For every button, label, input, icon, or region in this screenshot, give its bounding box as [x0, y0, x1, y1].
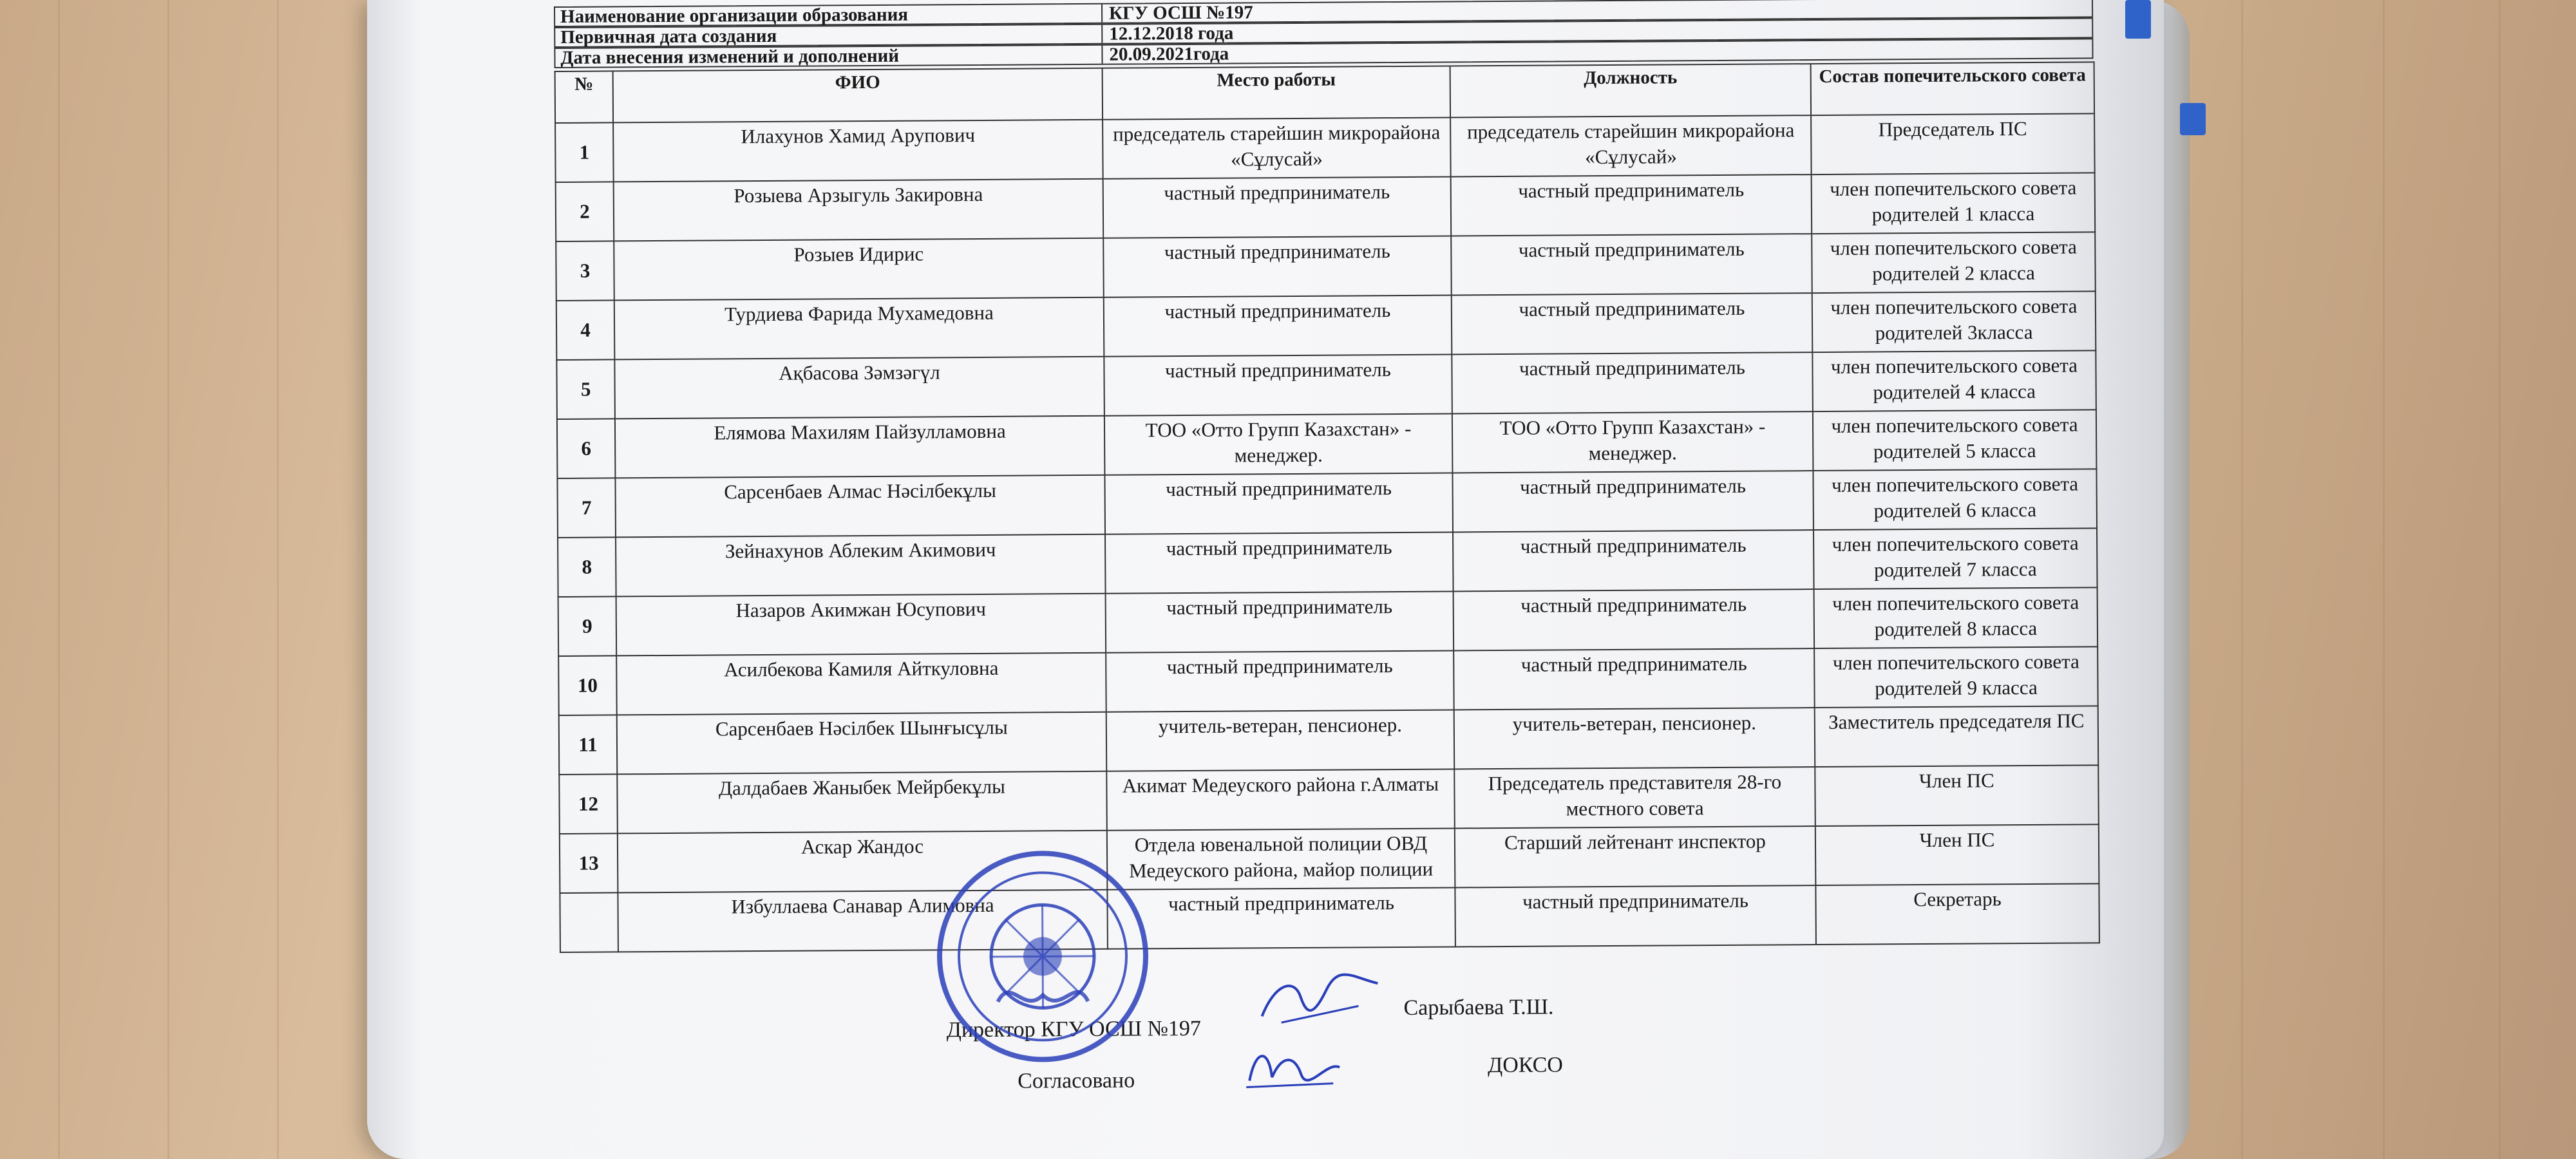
- member-name: Розыев Идирис: [614, 238, 1104, 301]
- member-position: частный предприниматель: [1452, 293, 1813, 354]
- org-name-label: Наименование организации образования: [555, 5, 1103, 26]
- org-name-value: КГУ ОСШ №197: [1108, 2, 1253, 24]
- member-position: председатель старейшин микрорайона «Сұлусай»: [1450, 115, 1812, 176]
- member-council-role: член попечительского совета родителей 9 класса: [1814, 646, 2098, 708]
- member-workplace: частный предприниматель: [1104, 354, 1452, 415]
- table-row: [559, 765, 2099, 834]
- col-header-number: №: [555, 71, 613, 123]
- member-name: Турдиева Фарида Мухамедовна: [614, 297, 1104, 360]
- binder-tab: [2125, 0, 2151, 39]
- member-name: Ақбасова Зәмзәгүл: [614, 357, 1104, 419]
- member-council-role: член попечительского совета родителей 3класса: [1812, 291, 2096, 352]
- director-signature: [1255, 970, 1385, 1029]
- table-row: [557, 410, 2097, 478]
- member-council-role: член попечительского совета родителей 1 класса: [1812, 173, 2096, 234]
- wood-grain: [2383, 0, 2385, 1159]
- row-number: 4: [556, 300, 615, 360]
- created-date-label: Первичная дата создания: [555, 25, 1103, 46]
- changed-date-label: Дата внесения изменений и дополнений: [555, 46, 1103, 67]
- member-position: частный предприниматель: [1452, 471, 1814, 532]
- row-number: 7: [557, 478, 616, 538]
- member-name: Розыева Арзыгуль Закировна: [614, 179, 1104, 241]
- col-header-workplace: Место работы: [1103, 66, 1450, 120]
- member-council-role: член попечительского совета родителей 2 класса: [1812, 232, 2096, 293]
- member-council-role: Секретарь: [1815, 883, 2099, 945]
- row-number: 8: [558, 537, 616, 597]
- member-position: учитель-ветеран, пенсионер.: [1454, 708, 1815, 769]
- member-position: Председатель представителя 28-го местного совета: [1454, 767, 1815, 828]
- row-number: 9: [558, 596, 617, 656]
- member-position: ТОО «Отто Групп Казахстан» - менеджер.: [1452, 411, 1814, 473]
- director-name: Сарыбаева Т.Ш.: [1403, 995, 1554, 1020]
- row-number: 12: [559, 774, 618, 834]
- table-row: [556, 350, 2096, 419]
- members-table: [554, 61, 2100, 953]
- member-name: Далдабаев Жаныбек Мейрбекұлы: [617, 771, 1107, 834]
- member-name: Елямова Махилям Пайзулламовна: [615, 416, 1105, 478]
- signature-area: [560, 992, 2106, 1104]
- agreed-org: ДОКСО: [1487, 1053, 1563, 1078]
- member-position: частный предприниматель: [1454, 648, 1815, 710]
- agreement-signature: [1243, 1042, 1346, 1094]
- member-name: Сарсенбаев Нәсілбек Шынғысұлы: [617, 712, 1107, 775]
- member-workplace: Отдела ювенальной полиции ОВД Медеуского района, майор полиции: [1107, 828, 1455, 889]
- table-row: [560, 824, 2099, 893]
- row-number: 3: [556, 241, 614, 301]
- member-workplace: Акимат Медеуского района г.Алматы: [1106, 769, 1455, 830]
- member-council-role: член попечительского совета родителей 5 класса: [1813, 410, 2097, 471]
- member-council-role: Заместитель председателя ПС: [1815, 706, 2099, 767]
- member-position: частный предприниматель: [1451, 174, 1812, 236]
- table-row: [556, 232, 2096, 301]
- member-name: Сарсенбаев Алмас Нәсілбекұлы: [615, 475, 1105, 538]
- row-number: 2: [556, 182, 614, 241]
- row-number: 6: [557, 419, 616, 478]
- wood-grain: [58, 0, 60, 1159]
- member-position: частный предприниматель: [1451, 234, 1812, 295]
- wood-grain: [277, 0, 279, 1159]
- member-workplace: частный предприниматель: [1106, 591, 1454, 652]
- table-header-row: [555, 62, 2094, 123]
- member-position: частный предприниматель: [1452, 352, 1813, 413]
- table-row: [560, 883, 2099, 952]
- table-row: [557, 469, 2097, 538]
- col-header-name: ФИО: [613, 68, 1103, 123]
- binder-tab: [2180, 103, 2206, 135]
- member-workplace: председатель старейшин микрорайона «Сұлусай»: [1103, 117, 1451, 178]
- member-name: Илахунов Хамид Арупович: [613, 120, 1103, 182]
- wood-grain: [167, 0, 169, 1159]
- row-number: 1: [555, 122, 614, 182]
- member-name: Назаров Акимжан Юсупович: [616, 594, 1106, 656]
- council-form: [554, 0, 2099, 1093]
- table-row: [555, 113, 2095, 182]
- col-header-council-role: Состав попечительского совета: [1811, 62, 2094, 115]
- member-name: Аскар Жандос: [618, 831, 1108, 893]
- row-number: 10: [558, 655, 617, 715]
- table-row: [558, 646, 2098, 715]
- member-council-role: член попечительского совета родителей 6 класса: [1813, 469, 2097, 530]
- member-workplace: частный предприниматель: [1106, 650, 1454, 711]
- table-row: [559, 706, 2099, 775]
- member-workplace: частный предприниматель: [1104, 473, 1453, 534]
- member-council-role: член попечительского совета родителей 4 класса: [1812, 350, 2096, 411]
- row-number: 13: [560, 833, 618, 893]
- member-workplace: частный предприниматель: [1103, 236, 1452, 297]
- member-name: Избуллаева Санавар Алимовна: [618, 890, 1108, 952]
- member-workplace: частный предприниматель: [1107, 887, 1455, 948]
- col-header-position: Должность: [1450, 64, 1811, 117]
- member-workplace: частный предприниматель: [1105, 532, 1454, 593]
- table-row: [558, 528, 2098, 597]
- row-number: 11: [559, 715, 618, 775]
- member-workplace: частный предприниматель: [1104, 295, 1452, 356]
- agreed-label: Согласовано: [1018, 1068, 1135, 1093]
- member-workplace: частный предприниматель: [1103, 176, 1452, 238]
- wood-grain: [2241, 0, 2243, 1159]
- member-name: Асилбекова Камиля Айткуловна: [616, 653, 1106, 715]
- director-label: Директор КГУ ОСШ №197: [946, 1016, 1202, 1042]
- row-number: 5: [556, 359, 615, 419]
- table-row: [558, 587, 2098, 656]
- member-position: частный предприниматель: [1455, 885, 1816, 947]
- created-date-value: 12.12.2018 года: [1109, 23, 1234, 44]
- member-name: Зейнахунов Аблеким Акимович: [616, 534, 1106, 597]
- table-row: [556, 291, 2096, 360]
- member-position: частный предприниматель: [1454, 589, 1815, 650]
- member-position: Старший лейтенант инспектор: [1455, 826, 1816, 887]
- official-seal-stamp: [933, 846, 1153, 1066]
- member-workplace: ТОО «Отто Групп Казахстан» - менеджер.: [1104, 413, 1453, 475]
- member-council-role: Член ПС: [1815, 824, 2099, 885]
- member-council-role: член попечительского совета родителей 7 класса: [1814, 528, 2098, 589]
- member-council-role: Член ПС: [1815, 765, 2099, 826]
- changed-date-value: 20.09.2021года: [1109, 43, 1229, 65]
- row-number: [560, 892, 618, 952]
- wood-grain: [2499, 0, 2501, 1159]
- table-row: [556, 173, 2096, 241]
- member-council-role: Председатель ПС: [1811, 113, 2095, 174]
- member-council-role: член попечительского совета родителей 8 класса: [1814, 587, 2098, 648]
- member-workplace: учитель-ветеран, пенсионер.: [1106, 710, 1455, 771]
- member-position: частный предприниматель: [1453, 530, 1814, 591]
